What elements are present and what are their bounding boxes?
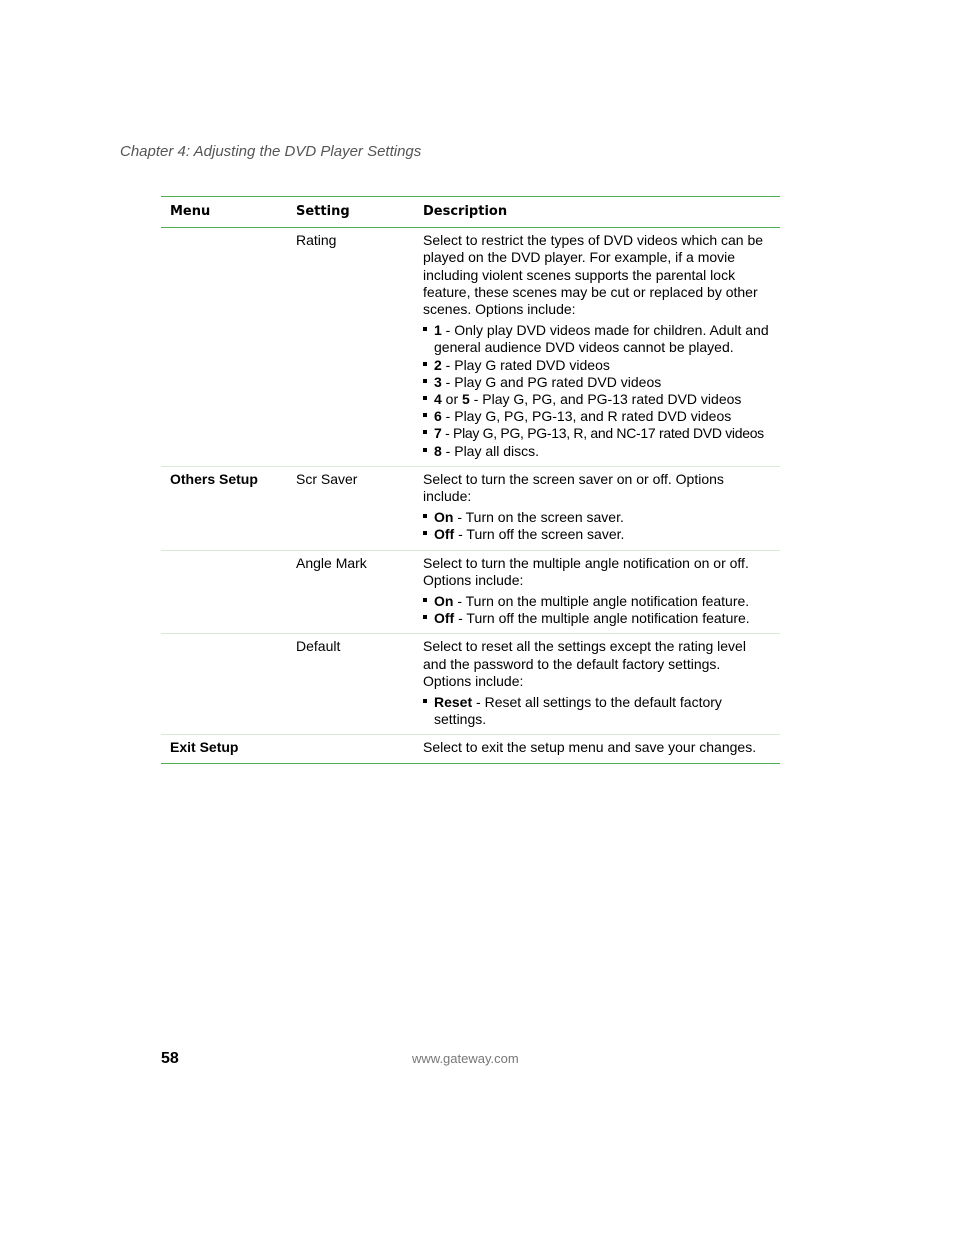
setting-cell: Rating — [287, 228, 414, 467]
option-item — [423, 610, 771, 627]
settings-table — [161, 196, 780, 764]
option-key: 3 — [434, 373, 442, 390]
description-text: Select to restrict the types of DVD videos which can be played on the DVD player. For example, if a movie including violent scenes supports the parental lock feature, these scenes may be cut or replaced by other scenes. Options include: — [423, 232, 764, 318]
description-text: Select to reset all the settings except the rating level and the password to the default factory settings. Options include: — [423, 638, 746, 689]
option-text: - Turn off the multiple angle notification feature. — [454, 610, 750, 627]
table-body — [161, 228, 780, 763]
option-key: 8 — [434, 442, 442, 459]
option-key: 5 — [462, 391, 470, 408]
option-key: On — [434, 593, 454, 610]
option-text: - Turn on the multiple angle notification feature. — [453, 593, 750, 610]
option-item — [423, 443, 771, 460]
table-row — [161, 550, 780, 634]
option-key: 7 — [434, 425, 442, 442]
description-cell — [414, 466, 780, 550]
setting-cell: Angle Mark — [287, 550, 414, 634]
column-header-description: Description — [414, 197, 780, 228]
description-text: Select to turn the multiple angle notification on or off. Options include: — [423, 554, 749, 588]
menu-cell — [161, 228, 287, 467]
option-connector: or — [441, 391, 463, 408]
description-text: Select to exit the setup menu and save your changes. — [423, 739, 757, 756]
option-list — [423, 694, 771, 728]
menu-cell: Others Setup — [161, 466, 287, 550]
option-key: 6 — [434, 408, 442, 425]
option-item — [423, 391, 771, 408]
description-cell — [414, 634, 780, 735]
table-row — [161, 228, 780, 467]
footer-url: www.gateway.com — [412, 1051, 519, 1066]
option-text: - Play G, PG, and PG-13 rated DVD videos — [469, 391, 742, 408]
description-cell — [414, 735, 780, 763]
table-row — [161, 735, 780, 763]
option-text: - Play G rated DVD videos — [441, 356, 610, 373]
table-row — [161, 466, 780, 550]
option-text: - Turn on the screen saver. — [453, 509, 624, 526]
page-number: 58 — [161, 1050, 179, 1067]
description-cell — [414, 228, 780, 467]
option-item — [423, 425, 771, 442]
setting-cell: Scr Saver — [287, 466, 414, 550]
option-text: - Turn off the screen saver. — [454, 526, 625, 543]
option-key: 1 — [434, 322, 442, 339]
option-key: Reset — [434, 694, 473, 711]
option-text: - Play G, PG, PG-13, R, and NC-17 rated DVD videos — [441, 425, 764, 442]
option-text: - Reset all settings to the default factory settings. — [434, 694, 722, 728]
option-text: - Only play DVD videos made for children. Adult and general audience DVD videos cannot be played. — [434, 322, 769, 356]
option-item — [423, 357, 771, 374]
option-key: 2 — [434, 356, 442, 373]
option-key: On — [434, 509, 454, 526]
option-item — [423, 374, 771, 391]
option-key: Off — [434, 526, 455, 543]
description-cell — [414, 550, 780, 634]
option-list — [423, 593, 771, 627]
table-row — [161, 634, 780, 735]
menu-cell — [161, 634, 287, 735]
column-header-menu: Menu — [161, 197, 287, 228]
option-item — [423, 694, 771, 728]
setting-cell: Default — [287, 634, 414, 735]
table-header-row — [161, 197, 780, 228]
option-item — [423, 408, 771, 425]
option-list — [423, 509, 771, 543]
setting-cell — [287, 735, 414, 763]
option-text: - Play G and PG rated DVD videos — [441, 373, 662, 390]
column-header-setting: Setting — [287, 197, 414, 228]
option-item — [423, 322, 771, 356]
menu-cell: Exit Setup — [161, 735, 287, 763]
description-text: Select to turn the screen saver on or off. Options include: — [423, 470, 724, 505]
option-text: - Play all discs. — [441, 442, 540, 459]
option-item — [423, 526, 771, 543]
option-key: 4 — [434, 391, 442, 408]
chapter-header: Chapter 4: Adjusting the DVD Player Settings — [120, 143, 422, 160]
option-item — [423, 509, 771, 526]
option-text: - Play G, PG, PG-13, and R rated DVD videos — [441, 408, 732, 425]
menu-cell — [161, 550, 287, 634]
option-key: Off — [434, 610, 455, 627]
option-list — [423, 322, 771, 460]
option-item — [423, 593, 771, 610]
